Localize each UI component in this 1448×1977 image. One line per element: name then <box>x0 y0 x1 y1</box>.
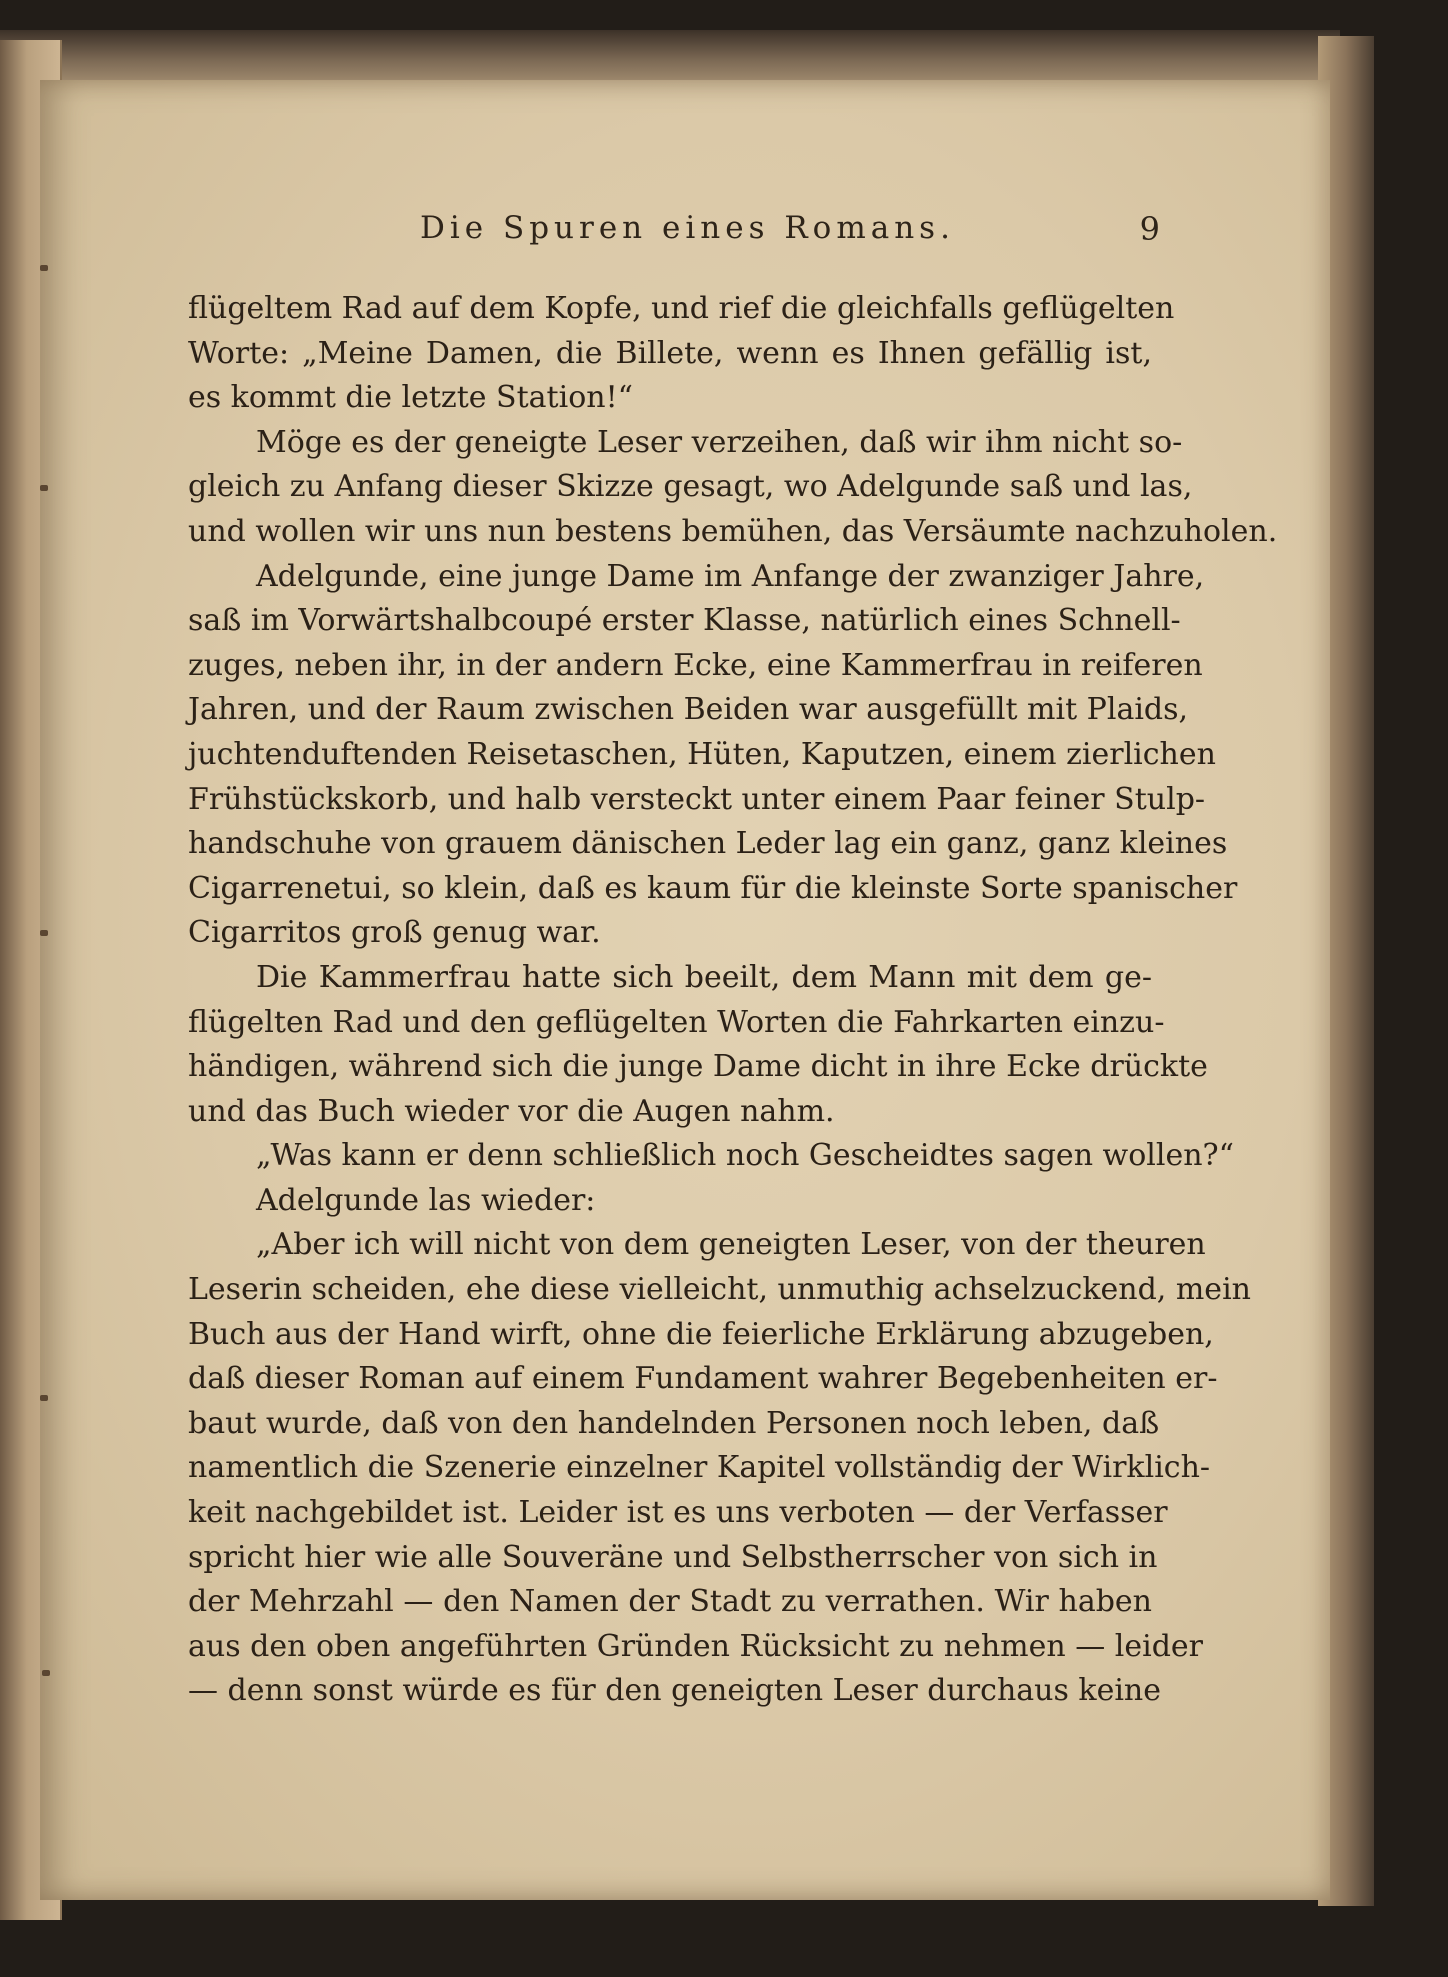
text-line: baut wurde, daß von den handelnden Personen noch leben, daß <box>188 1405 1160 1441</box>
text-line: Buch aus der Hand wirft, ohne die feierliche Erklärung abzugeben, <box>188 1316 1214 1352</box>
book-top-edge <box>0 30 1340 86</box>
margin-speck <box>40 265 48 271</box>
text-line: Cigarritos groß genug war. <box>188 915 601 951</box>
text-line: flügeltem Rad auf dem Kopfe, und rief die gleichfalls geflügelten <box>188 291 1175 326</box>
margin-speck <box>42 1670 50 1676</box>
text-line: Worte: „Meine Damen, die Billete, wenn es Ihnen gefällig ist, <box>188 335 1152 371</box>
margin-speck <box>40 930 48 936</box>
text-line: handschuhe von grauem dänischen Leder lag ein ganz, ganz kleines <box>188 826 1228 862</box>
text-line: und das Buch wieder vor die Augen nahm. <box>188 1093 835 1129</box>
text-line: es kommt die letzte Station!“ <box>188 380 633 416</box>
text-line: Cigarrenetui, so klein, daß es kaum für die kleinste Sorte spanischer <box>188 870 1238 906</box>
text-line: Adelgunde, eine junge Dame im Anfange der zwanziger Jahre, <box>256 558 1205 594</box>
text-line: Frühstückskorb, und halb versteckt unter einem Paar feiner Stulp- <box>188 781 1206 817</box>
text-line: händigen, während sich die junge Dame dicht in ihre Ecke drückte <box>188 1049 1208 1085</box>
text-line: und wollen wir uns nun bestens bemühen, das Versäumte nachzuholen. <box>188 513 1278 549</box>
running-title: Die Spuren eines Romans. <box>420 210 955 246</box>
text-line: Jahren, und der Raum zwischen Beiden war ausgefüllt mit Plaids, <box>188 692 1189 728</box>
text-line: Leserin scheiden, ehe diese vielleicht, unmuthig achselzuckend, mein <box>188 1272 1251 1308</box>
text-line: „Aber ich will nicht von dem geneigten Leser, von der theuren <box>256 1227 1206 1263</box>
body-text <box>188 287 1278 1714</box>
text-line: „Was kann er denn schließlich noch Gescheidtes sagen wollen?“ <box>256 1138 1234 1174</box>
text-line: gleich zu Anfang dieser Skizze gesagt, wo Adelgunde saß und las, <box>188 469 1193 505</box>
text-line: saß im Vorwärtshalbcoupé erster Klasse, natürlich eines Schnell- <box>188 603 1181 639</box>
text-line: aus den oben angeführten Gründen Rücksicht zu nehmen — leider <box>188 1628 1204 1664</box>
text-line: — denn sonst würde es für den geneigten Leser durchaus keine <box>188 1673 1162 1709</box>
text-line: flügelten Rad und den geflügelten Worten die Fahrkarten einzu- <box>188 1004 1165 1040</box>
text-line: Die Kammerfrau hatte sich beeilt, dem Mann mit dem ge- <box>256 959 1152 995</box>
text-line: zuges, neben ihr, in der andern Ecke, eine Kammerfrau in reiferen <box>188 647 1203 683</box>
text-line: daß dieser Roman auf einem Fundament wahrer Begebenheiten er- <box>188 1361 1218 1397</box>
text-line: juchtenduftenden Reisetaschen, Hüten, Kaputzen, einem zierlichen <box>188 736 1216 772</box>
text-line: spricht hier wie alle Souveräne und Selbstherrscher von sich in <box>188 1539 1158 1575</box>
margin-speck <box>40 485 48 491</box>
text-line: Möge es der geneigte Leser verzeihen, daß wir ihm nicht so- <box>256 424 1183 460</box>
page-number: 9 <box>1139 210 1160 248</box>
text-line: namentlich die Szenerie einzelner Kapitel vollständig der Wirklich- <box>188 1450 1211 1486</box>
margin-speck <box>40 1395 48 1401</box>
text-line: keit nachgebildet ist. Leider ist es uns verboten — der Verfasser <box>188 1495 1168 1531</box>
text-line: Adelgunde las wieder: <box>256 1182 596 1218</box>
page-header <box>150 210 1160 260</box>
text-line: der Mehrzahl — den Namen der Stadt zu verrathen. Wir haben <box>188 1584 1152 1620</box>
